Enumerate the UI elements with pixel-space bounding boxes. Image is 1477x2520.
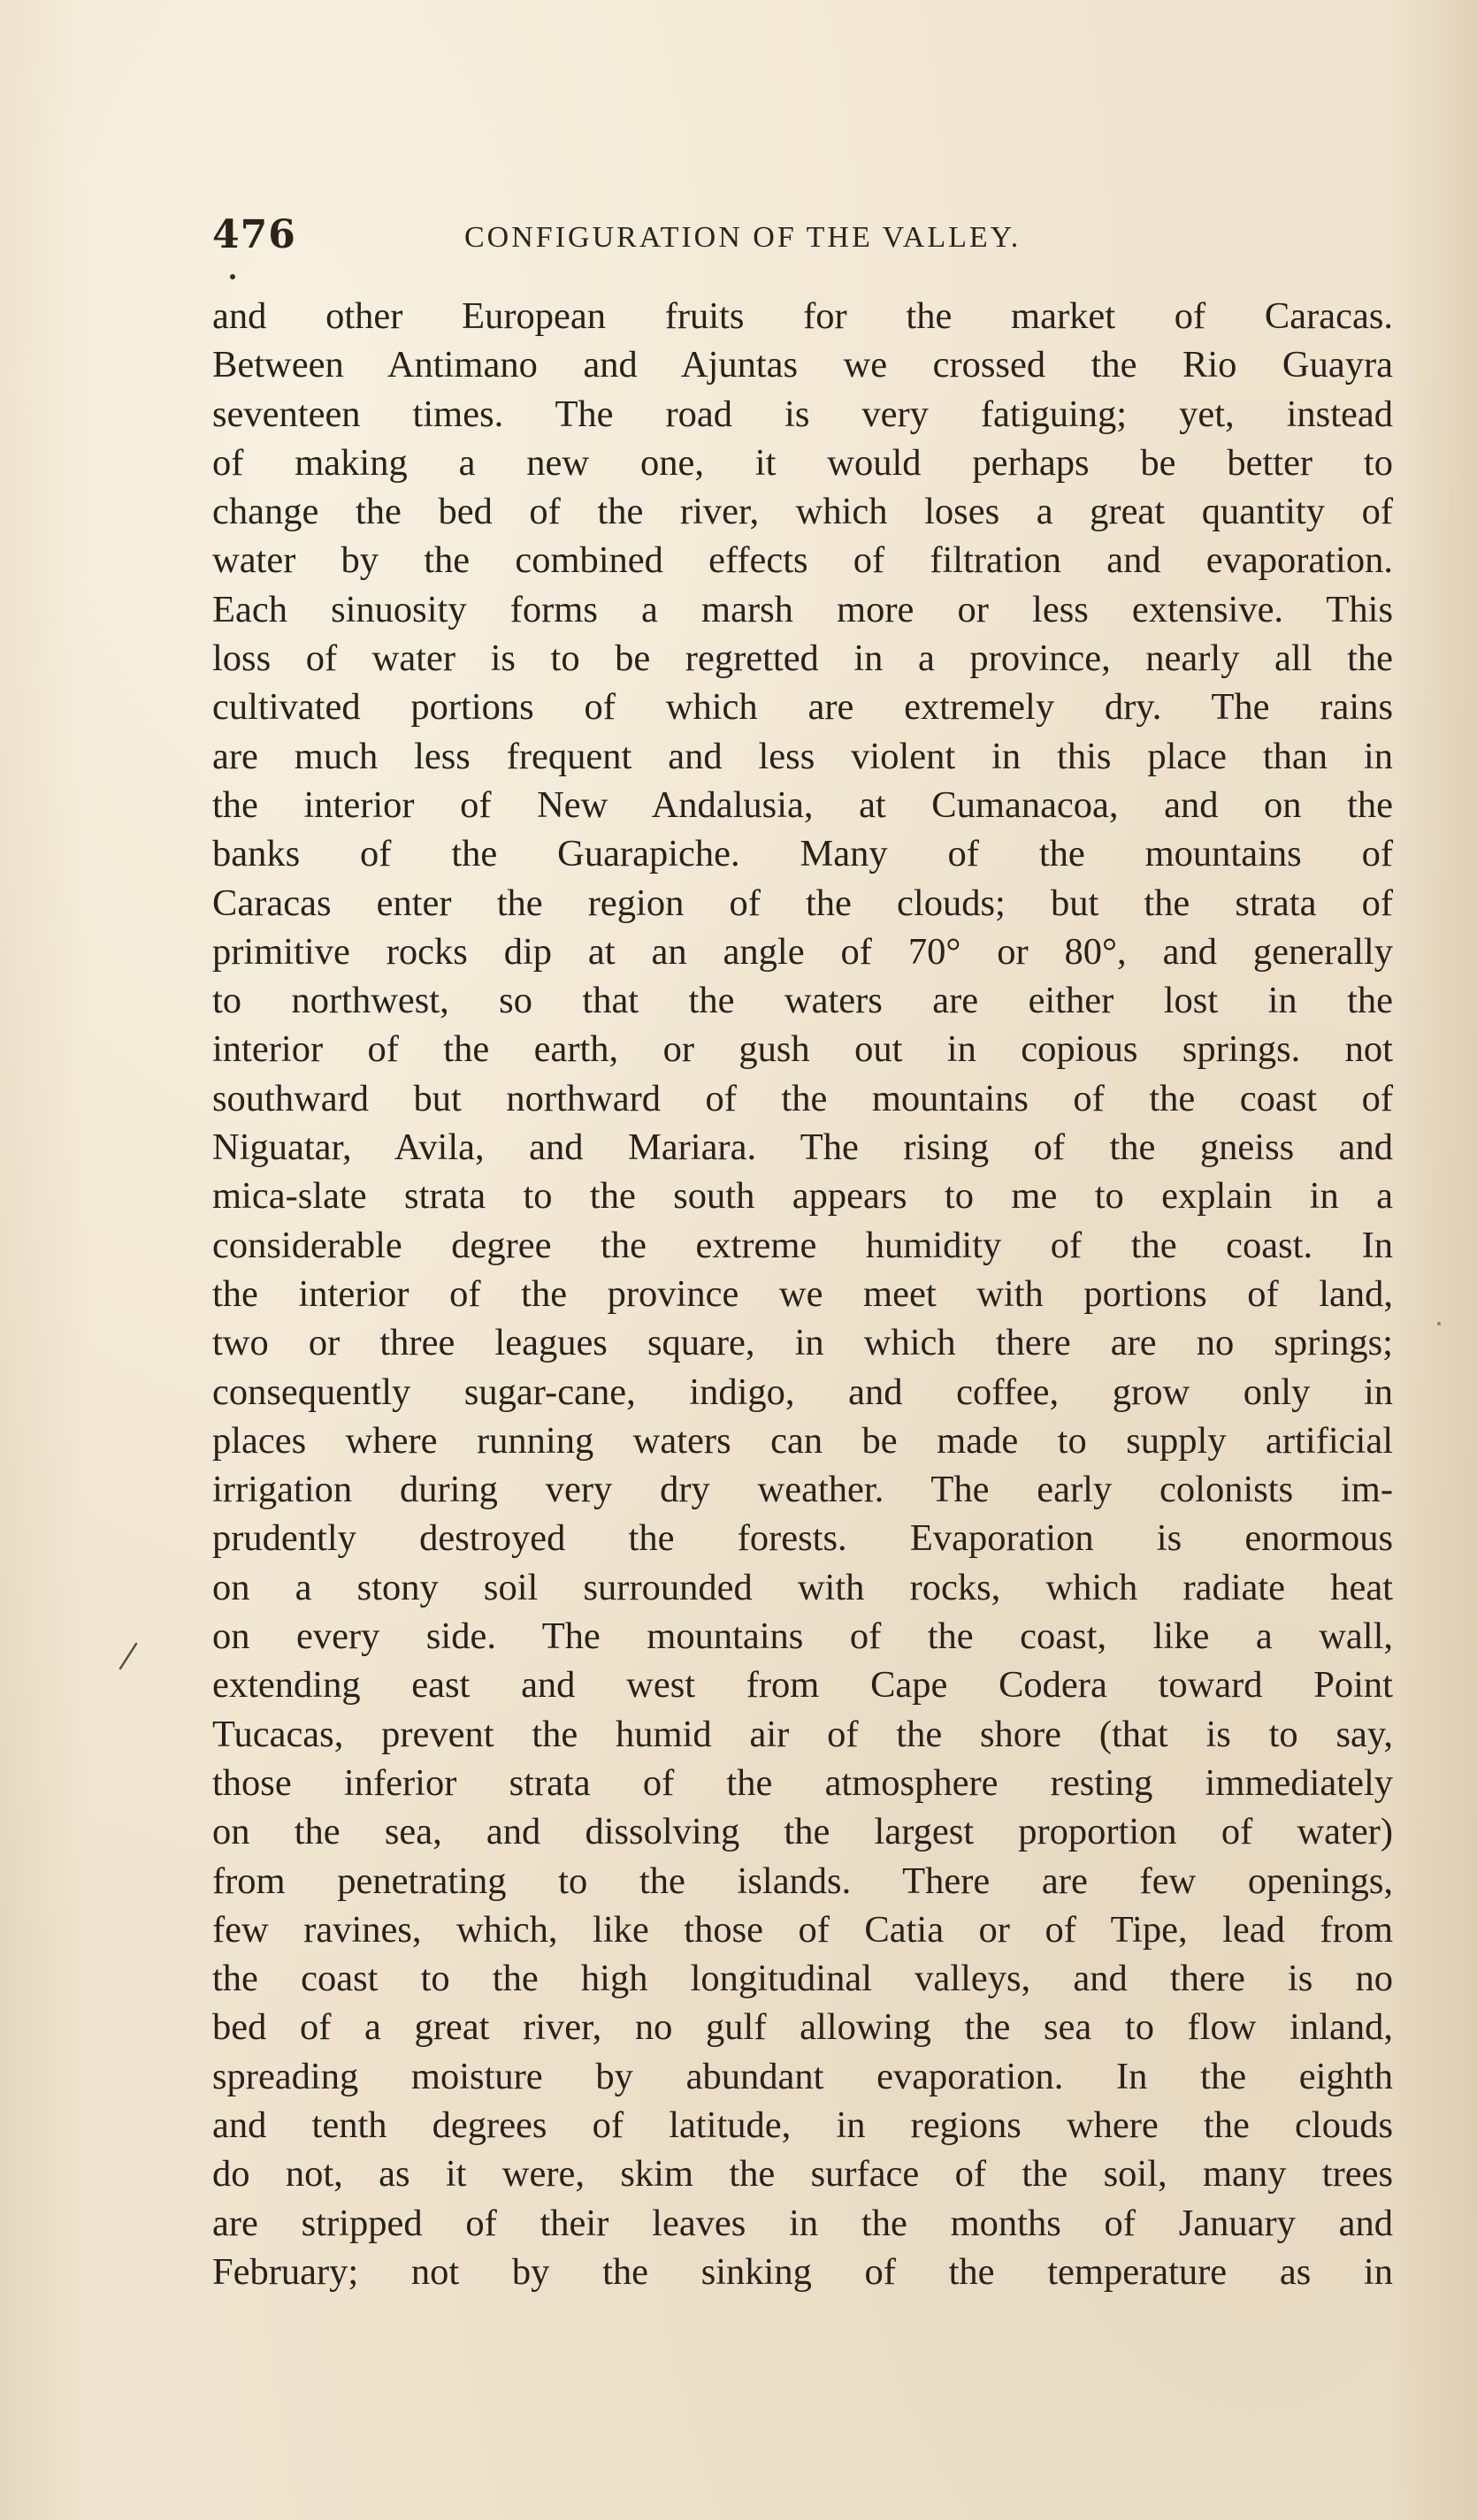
text-line: and tenth degrees of latitude, in regions where the clouds bbox=[212, 2104, 1393, 2146]
running-head bbox=[212, 212, 1397, 265]
ink-dot bbox=[230, 274, 235, 279]
text-line: cultivated portions of which are extremely dry. The rains bbox=[212, 686, 1393, 729]
text-line: interior of the earth, or gush out in copious springs. not bbox=[212, 1028, 1393, 1071]
text-line: Niguatar, Avila, and Mariara. The rising of the gneiss and bbox=[212, 1126, 1393, 1169]
text-line: loss of water is to be regretted in a province, nearly all the bbox=[212, 638, 1393, 680]
text-line: of making a new one, it would perhaps be better to bbox=[212, 441, 1393, 484]
text-line: the interior of New Andalusia, at Cumanacoa, and on the bbox=[212, 783, 1393, 826]
text-line: are much less frequent and less violent in this place than in bbox=[212, 735, 1393, 777]
text-line: extending east and west from Cape Codera toward Point bbox=[212, 1664, 1393, 1707]
text-line: on the sea, and dissolving the largest proportion of water) bbox=[212, 1811, 1393, 1853]
text-line: to northwest, so that the waters are either lost in the bbox=[212, 980, 1393, 1022]
text-line: mica-slate strata to the south appears to me to explain in a bbox=[212, 1175, 1393, 1218]
text-line: water by the combined effects of filtration and evaporation. bbox=[212, 539, 1393, 582]
margin-pencil-mark-icon bbox=[115, 1640, 142, 1672]
text-line: seventeen times. The road is very fatiguing; yet, instead bbox=[212, 393, 1393, 435]
text-line: southward but northward of the mountains of the coast of bbox=[212, 1077, 1393, 1119]
text-line: Each sinuosity forms a marsh more or less extensive. This bbox=[212, 588, 1393, 630]
page-number: 476 bbox=[212, 212, 296, 257]
text-line: bed of a great river, no gulf allowing the sea to flow inland, bbox=[212, 2006, 1393, 2049]
text-line: consequently sugar-cane, indigo, and coffee, grow only in bbox=[212, 1371, 1393, 1413]
text-line: primitive rocks dip at an angle of 70° or 80°, and generally bbox=[212, 930, 1393, 973]
text-line: two or three leagues square, in which there are no springs; bbox=[212, 1322, 1393, 1364]
text-line: spreading moisture by abundant evaporation. In the eighth bbox=[212, 2055, 1393, 2097]
text-line: on every side. The mountains of the coast, like a wall, bbox=[212, 1615, 1393, 1658]
body-text bbox=[212, 292, 1393, 2296]
text-line: change the bed of the river, which loses a great quantity of bbox=[212, 491, 1393, 533]
text-line: Between Antimano and Ajuntas we crossed the Rio Guayra bbox=[212, 344, 1393, 386]
text-line: the interior of the province we meet with portions of land, bbox=[212, 1272, 1393, 1315]
text-line: and other European fruits for the market of Caracas. bbox=[212, 295, 1393, 337]
text-line: do not, as it were, skim the surface of the soil, many trees bbox=[212, 2153, 1393, 2195]
text-line: irrigation during very dry weather. The early colonists im- bbox=[212, 1469, 1393, 1511]
text-line: from penetrating to the islands. There are few openings, bbox=[212, 1859, 1393, 1902]
text-line: prudently destroyed the forests. Evaporation is enormous bbox=[212, 1517, 1393, 1560]
text-line: those inferior strata of the atmosphere resting immediately bbox=[212, 1761, 1393, 1804]
text-line: banks of the Guarapiche. Many of the mountains of bbox=[212, 833, 1393, 875]
text-line: on a stony soil surrounded with rocks, which radiate heat bbox=[212, 1566, 1393, 1608]
text-line: Tucacas, prevent the humid air of the shore (that is to say, bbox=[212, 1713, 1393, 1755]
text-line: considerable degree the extreme humidity of the coast. In bbox=[212, 1224, 1393, 1266]
running-title: CONFIGURATION OF THE VALLEY. bbox=[464, 221, 1022, 254]
text-line: are stripped of their leaves in the months of January and bbox=[212, 2202, 1393, 2244]
text-line: Caracas enter the region of the clouds; but the strata of bbox=[212, 882, 1393, 924]
text-line: the coast to the high longitudinal valleys, and there is no bbox=[212, 1958, 1393, 2000]
margin-speck-icon bbox=[1433, 1317, 1445, 1330]
text-line: February; not by the sinking of the temperature as in bbox=[212, 2250, 1393, 2293]
text-line: places where running waters can be made to supply artificial bbox=[212, 1419, 1393, 1462]
text-line: few ravines, which, like those of Catia or of Tipe, lead from bbox=[212, 1908, 1393, 1951]
